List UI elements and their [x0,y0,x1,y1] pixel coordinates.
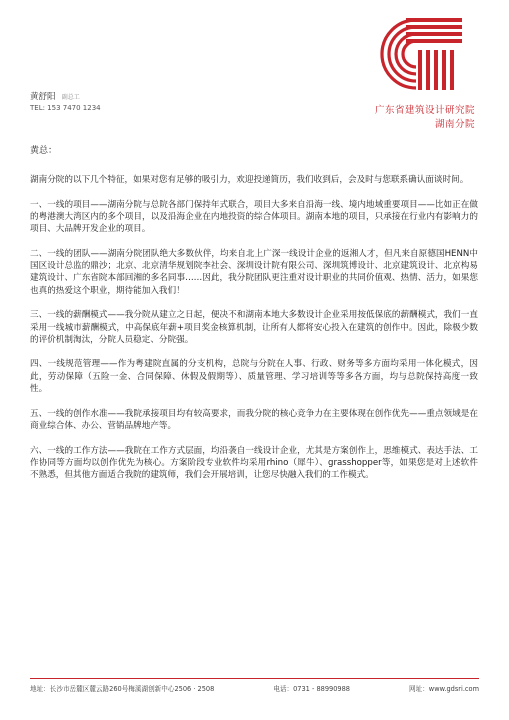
org-branch: 湖南分院 [434,119,475,130]
logo-column [434,50,438,90]
footer [30,683,479,693]
org-name: 广东省建筑设计研究院 [374,105,475,116]
sender-block [30,92,101,113]
sender-tel: TEL: 153 7470 1234 [30,104,101,112]
footer-divider [30,678,479,679]
footer-address: 地址：长沙市岳麓区麓云路260号梅溪湖创新中心2506 · 2508 [30,685,215,693]
logo-arc-inner [403,41,416,67]
logo-bar [406,32,462,36]
sender-name: 黄舒阳 [30,92,56,102]
logo-bar [406,25,462,29]
logo-column [450,50,454,90]
paragraph-management: 四、一线规范管理——作为粤建院直属的分支机构，总院与分院在人事、行政、财务等多方面均采用一体化模式，因此，劳动保障（五险一金、合同保障、休假及假期等）、质量管理、学习培训等等多各方面，均与总院保持高度一致性。 [30,359,478,395]
paragraph-workflow: 六、一线的工作方法——我院在工作方式层面，均沿袭自一线设计企业，尤其是方案创作上，思维模式、表达手法、工作协同等方面均以创作优先为核心。方案阶段专业软件均采用rhino（犀牛）、grasshopper等，如果您是对上述软件不熟悉，但其他方面适合我院的建筑师，我们会开展培训，让您尽快融入我们的工作模式。 [30,445,478,481]
paragraph-team: 二、一线的团队——湖南分院团队绝大多数伙伴，均来自北上广深一线设计企业的返湘人才，但凡来自原德国HENN中国区设计总监的鼎沙；北京、北京清华规划院李社会、深圳设计院有限公司、深圳筑博设计、北京建筑设计、北京构易建筑设计、广东省院本部回湘的多名同事……因此，我分院团队更注重对设计职业的共同价值观、热情、活力，如果您也真的热爱这个职业，期待能加入我们！ [30,248,478,296]
logo-arc-outer [382,20,416,88]
greeting: 黄总： [30,146,58,156]
footer-phone: 电话：0731 - 88990988 [273,685,351,693]
company-logo [358,14,470,100]
paragraph-creative: 五、一线的创作水准——我院承接项目均有较高要求，而我分院的核心竞争力在主要体现在创作优先——重点领域是在商业综合体、办公、营销品牌地产等。 [30,408,478,431]
logo-bar [406,18,462,22]
sender-role: 副总工 [61,94,80,101]
paragraph-projects: 一、一线的项目——湖南分院与总院各部门保持年式联合，项目大多来自沿海一线、境内地域重要项目——比如正在做的粤港澳大湾区内的多个项目，以及沿海企业在内地投资的综合体项目。湖南本地的项目，只承接在行业内有影响力的项目、大品牌开发企业的项目。 [30,199,478,235]
logo-bar [406,39,462,43]
paragraph-intro: 湖南分院的以下几个特征，如果对您有足够的吸引力，欢迎投递简历，我们收到后，会及时与您联系确认面谈时间。 [30,175,469,185]
paragraph-salary: 三、一线的薪酬模式——我分院从建立之日起，便决不和湖南本地大多数设计企业采用按低保底的薪酬模式，我们一直采用一线城市薪酬模式，中高保底年薪+项目奖金核算机制，让所有人都将安心投入在建筑的创作中。因此，除极少数的评价机制淘汰，分院人员稳定、分院强。 [30,310,478,345]
logo-column [426,50,430,90]
logo-column [418,50,422,90]
letter-body [30,174,478,494]
logo-column [442,50,446,90]
footer-website[interactable]: 网址：www.gdsri.com [409,685,479,693]
